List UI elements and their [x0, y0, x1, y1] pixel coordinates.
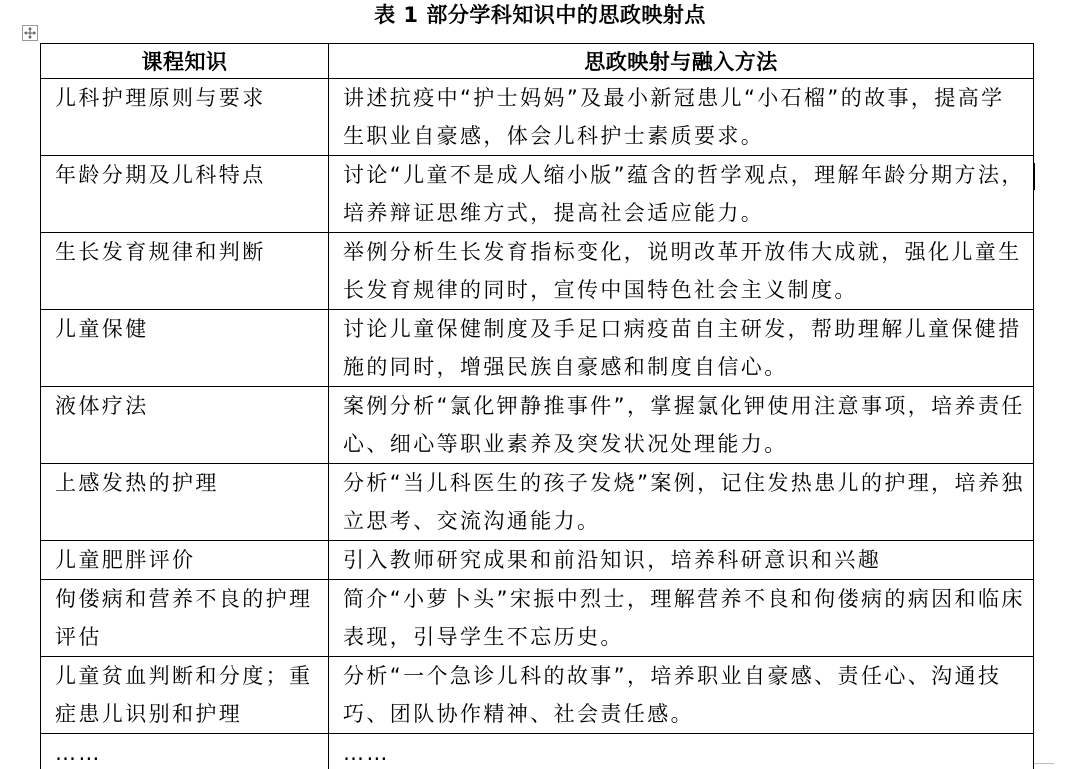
- knowledge-text: 儿童保健: [55, 317, 149, 341]
- method-cell[interactable]: [329, 156, 1034, 233]
- knowledge-text: 上感发热的护理: [55, 471, 219, 495]
- table-move-handle[interactable]: [22, 25, 38, 41]
- knowledge-text: 佝偻病和营养不良的护理评估: [55, 587, 313, 649]
- method-text: ……: [343, 741, 390, 765]
- table-row: [41, 657, 1034, 734]
- table-header-row: [41, 44, 1034, 79]
- method-text: 案例分析“氯化钾静推事件”，掌握氯化钾使用注意事项，培养责任心、细心等职业素养及突发状况处理能力。: [343, 394, 1025, 456]
- knowledge-cell[interactable]: [41, 657, 329, 734]
- knowledge-text: 儿童肥胖评价: [55, 548, 196, 572]
- method-text: 分析“当儿科医生的孩子发烧”案例，记住发热患儿的护理，培养独立思考、交流沟通能力。: [343, 471, 1025, 533]
- method-cell[interactable]: [329, 233, 1034, 310]
- method-cell[interactable]: [329, 79, 1034, 156]
- text-cursor: [1034, 163, 1035, 190]
- method-cell[interactable]: [329, 580, 1034, 657]
- header-mapping-method: 思政映射与融入方法: [329, 44, 1034, 79]
- header-course-knowledge: 课程知识: [41, 44, 329, 79]
- knowledge-cell[interactable]: [41, 233, 329, 310]
- table-row: [41, 310, 1034, 387]
- table-row: [41, 541, 1034, 580]
- knowledge-text: 液体疗法: [55, 394, 149, 418]
- table-caption: 表 1 部分学科知识中的思政映射点: [374, 3, 706, 27]
- table-row: [41, 464, 1034, 541]
- method-cell[interactable]: [329, 310, 1034, 387]
- method-text: 举例分析生长发育指标变化，说明改革开放伟大成就，强化儿童生长发育规律的同时，宣传中国特色社会主义制度。: [343, 240, 1022, 302]
- method-text: 讨论儿童保健制度及手足口病疫苗自主研发，帮助理解儿童保健措施的同时，增强民族自豪感和制度自信心。: [343, 317, 1022, 379]
- knowledge-text: ……: [55, 741, 102, 765]
- table-row: [41, 734, 1034, 769]
- knowledge-text: 儿科护理原则与要求: [55, 86, 266, 110]
- method-cell[interactable]: [329, 657, 1034, 734]
- knowledge-cell[interactable]: [41, 79, 329, 156]
- knowledge-cell[interactable]: [41, 310, 329, 387]
- method-cell[interactable]: [329, 541, 1034, 580]
- knowledge-cell[interactable]: [41, 387, 329, 464]
- method-text: 讨论“儿童不是成人缩小版”蕴含的哲学观点，理解年龄分期方法，培养辩证思维方式，提高社会适应能力。: [343, 163, 1025, 225]
- method-text: 分析“一个急诊儿科的故事”，培养职业自豪感、责任心、沟通技巧、团队协作精神、社会责任感。: [343, 664, 1002, 726]
- method-cell[interactable]: [329, 734, 1034, 769]
- method-text: 简介“小萝卜头”宋振中烈士，理解营养不良和佝偻病的病因和临床表现，引导学生不忘历史。: [343, 587, 1025, 649]
- table-row: [41, 233, 1034, 310]
- ideology-mapping-table: [40, 43, 1034, 769]
- knowledge-text: 儿童贫血判断和分度；重症患儿识别和护理: [55, 664, 313, 726]
- table-row: [41, 580, 1034, 657]
- knowledge-text: 生长发育规律和判断: [55, 240, 266, 264]
- knowledge-text: 年龄分期及儿科特点: [55, 163, 266, 187]
- table-row: [41, 156, 1034, 233]
- table-row: [41, 79, 1034, 156]
- method-cell[interactable]: [329, 464, 1034, 541]
- knowledge-cell[interactable]: [41, 156, 329, 233]
- method-text: 讲述抗疫中“护士妈妈”及最小新冠患儿“小石榴”的故事，提高学生职业自豪感，体会儿科护士素质要求。: [343, 86, 1005, 148]
- knowledge-cell[interactable]: [41, 734, 329, 769]
- knowledge-cell[interactable]: [41, 464, 329, 541]
- table-row: [41, 387, 1034, 464]
- method-text: 引入教师研究成果和前沿知识，培养科研意识和兴趣: [343, 548, 882, 572]
- knowledge-cell[interactable]: [41, 541, 329, 580]
- knowledge-cell[interactable]: [41, 580, 329, 657]
- method-cell[interactable]: [329, 387, 1034, 464]
- page-edge-line: [1034, 763, 1054, 764]
- move-cross-icon: [23, 26, 37, 40]
